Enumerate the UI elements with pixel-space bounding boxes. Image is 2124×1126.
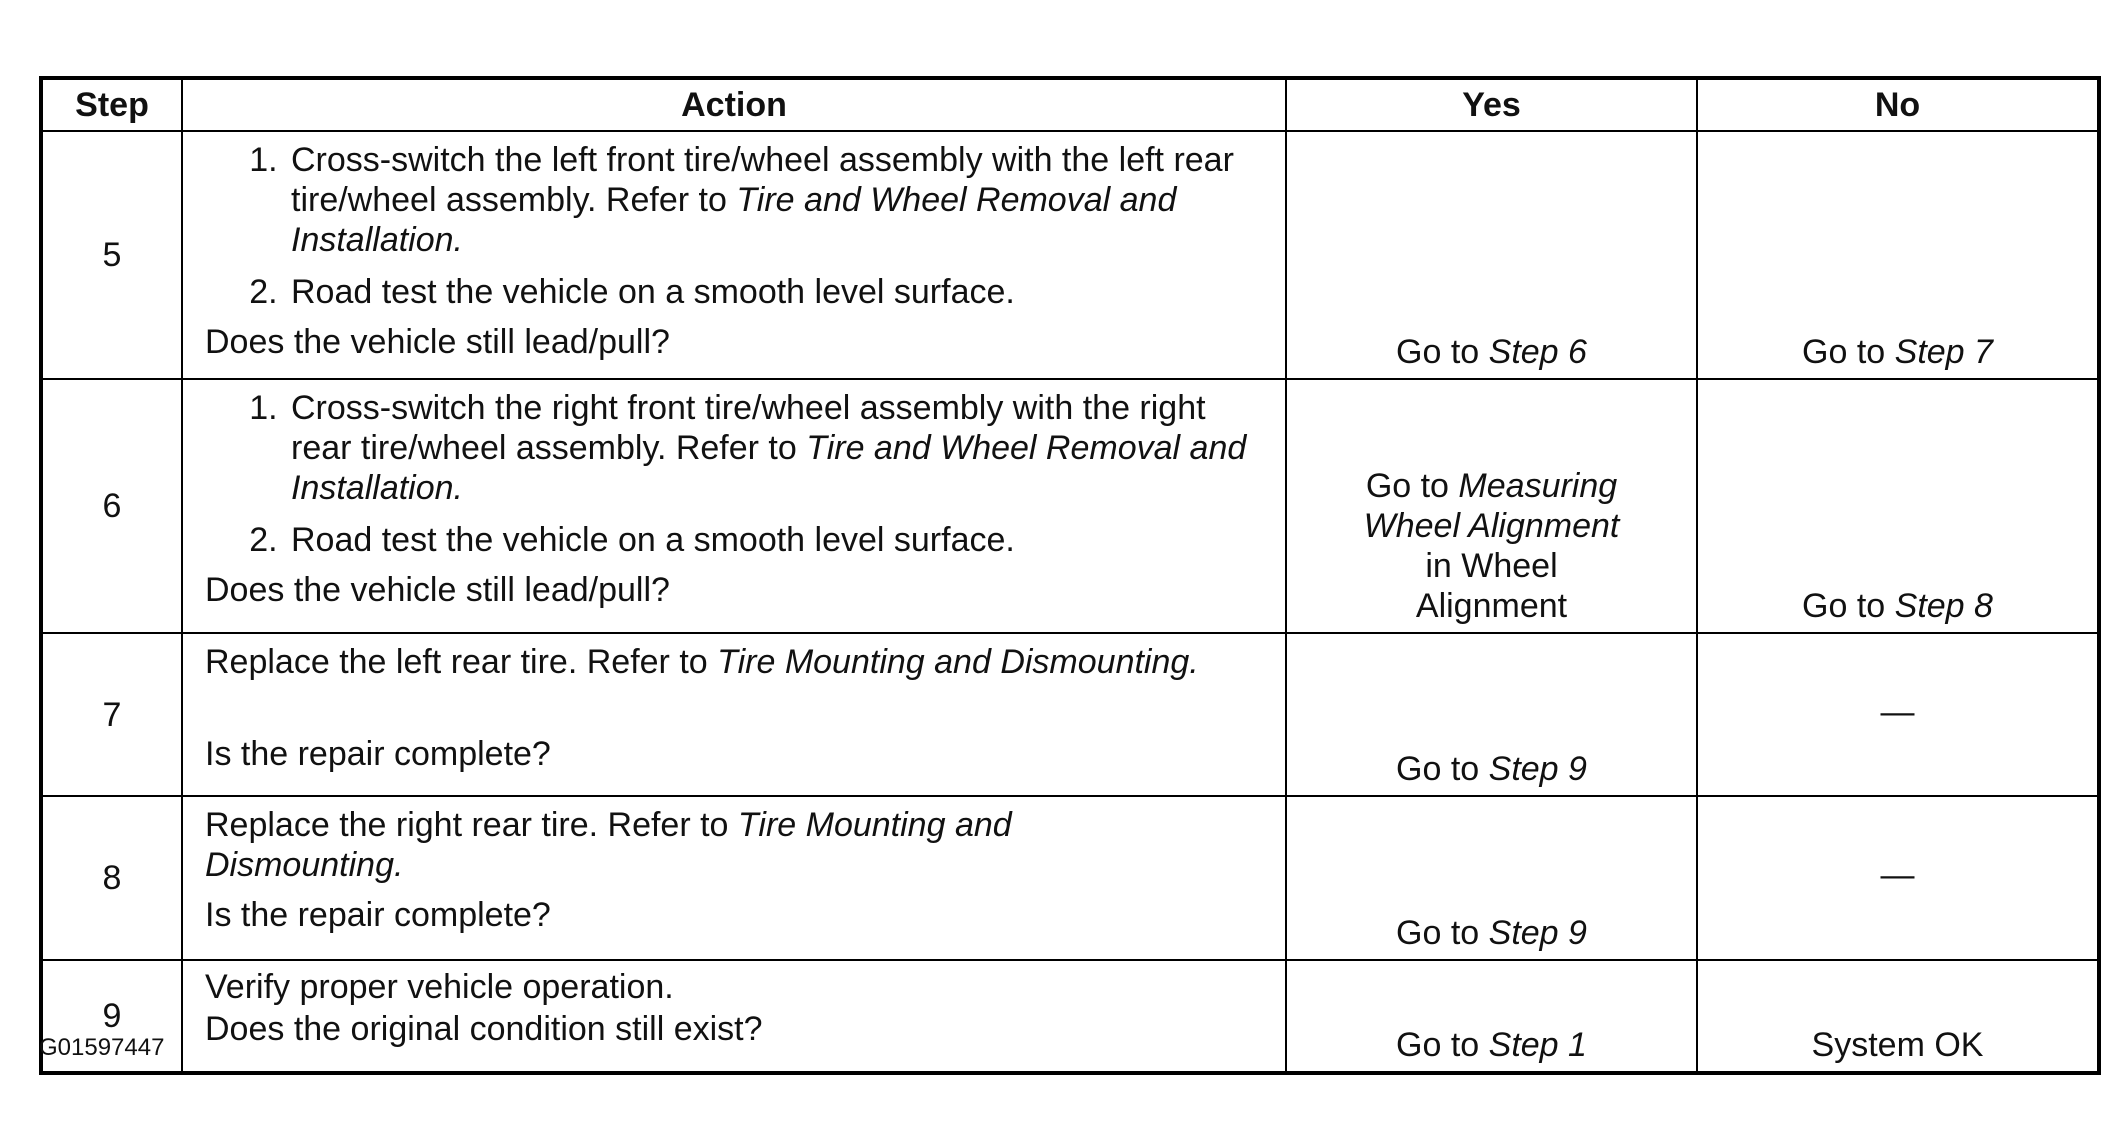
- table-row: [41, 960, 2099, 1073]
- instruction-text: [205, 805, 1271, 885]
- outcome-text: Go to: [1396, 750, 1489, 788]
- instruction-text: [205, 642, 1271, 682]
- question-text: Is the repair complete?: [205, 735, 551, 773]
- outcome-text: Go to: [1396, 333, 1489, 371]
- table-row: [41, 131, 2099, 379]
- question-text: Does the vehicle still lead/pull?: [205, 323, 670, 361]
- outcome-text: Go to: [1802, 587, 1895, 625]
- no-cell: [1697, 633, 2099, 796]
- table-row: [41, 633, 2099, 796]
- no-cell: [1697, 131, 2099, 379]
- step-reference[interactable]: Step 9: [1488, 914, 1587, 952]
- reference-link[interactable]: Tire and Wheel Removal and Installation.: [291, 429, 1247, 507]
- outcome-text: —: [1880, 692, 1915, 731]
- yes-cell: [1286, 633, 1697, 796]
- header-yes: Yes: [1286, 78, 1697, 131]
- action-cell: [182, 633, 1286, 796]
- header-row: [41, 78, 2099, 131]
- step-number: 6: [41, 379, 182, 633]
- yes-cell: [1286, 796, 1697, 960]
- list-item: [287, 388, 1271, 508]
- yes-cell: [1286, 131, 1697, 379]
- diagnostic-table: [39, 76, 2101, 1075]
- step-number: 7: [41, 633, 182, 796]
- outcome-text: —: [1880, 856, 1915, 894]
- action-list: [205, 140, 1271, 312]
- question-text: Is the repair complete?: [205, 896, 551, 934]
- action-cell: [182, 379, 1286, 633]
- action-cell: [182, 796, 1286, 960]
- step-reference[interactable]: Step 7: [1894, 333, 1993, 371]
- action-text: Replace the left rear tire. Refer to: [205, 643, 718, 681]
- header-step: Step: [41, 78, 182, 131]
- action-text: Replace the right rear tire. Refer to: [205, 806, 738, 844]
- header-no: No: [1697, 78, 2099, 131]
- action-text: Verify proper vehicle operation.: [205, 968, 674, 1006]
- action-text: Road test the vehicle on a smooth level surface.: [291, 273, 1015, 311]
- step-reference[interactable]: Step 9: [1488, 750, 1587, 788]
- figure-id: G01597447: [39, 1034, 165, 1061]
- no-cell: [1697, 796, 2099, 960]
- list-item: [287, 272, 1271, 312]
- question-text: Does the vehicle still lead/pull?: [205, 571, 670, 609]
- reference-link[interactable]: Tire and Wheel Removal and Installation.: [291, 181, 1177, 259]
- yes-cell: [1286, 960, 1697, 1073]
- step-reference[interactable]: Step 6: [1488, 333, 1587, 371]
- list-item: [287, 520, 1271, 560]
- list-item: [287, 140, 1271, 260]
- table-row: [41, 379, 2099, 633]
- step-reference[interactable]: Step 1: [1488, 1026, 1587, 1064]
- question-text: Does the original condition still exist?: [205, 1010, 763, 1048]
- step-number: 9: [41, 960, 182, 1073]
- outcome-text: System OK: [1811, 1026, 1984, 1064]
- action-text: Cross-switch the right front tire/wheel assembly with the right rear tire/wheel assembly. Refer to: [291, 389, 1206, 467]
- reference-link[interactable]: Tire Mounting and Dismounting.: [205, 806, 1012, 884]
- yes-cell: [1286, 379, 1697, 633]
- step-number: 8: [41, 796, 182, 960]
- outcome-text: Go to: [1396, 1026, 1489, 1064]
- outcome-suffix: in Wheel Alignment: [1415, 547, 1568, 625]
- action-text: Cross-switch the left front tire/wheel assembly with the left rear tire/wheel assembly. Refer to: [291, 141, 1234, 219]
- no-cell: [1697, 960, 2099, 1073]
- header-action: Action: [182, 78, 1286, 131]
- action-list: [205, 388, 1271, 560]
- outcome-text: Go to: [1365, 467, 1459, 505]
- procedure-reference[interactable]: Measuring Wheel Alignment: [1363, 467, 1620, 545]
- outcome-text: Go to: [1396, 914, 1489, 952]
- action-text: Road test the vehicle on a smooth level surface.: [291, 521, 1015, 559]
- outcome-text: Go to: [1802, 333, 1895, 371]
- action-cell: [182, 960, 1286, 1073]
- table-row: [41, 796, 2099, 960]
- no-cell: [1697, 379, 2099, 633]
- instruction-text: [205, 967, 1271, 1007]
- reference-link[interactable]: Tire Mounting and Dismounting.: [717, 643, 1199, 681]
- step-number: 5: [41, 131, 182, 379]
- step-reference[interactable]: Step 8: [1894, 587, 1993, 625]
- action-cell: [182, 131, 1286, 379]
